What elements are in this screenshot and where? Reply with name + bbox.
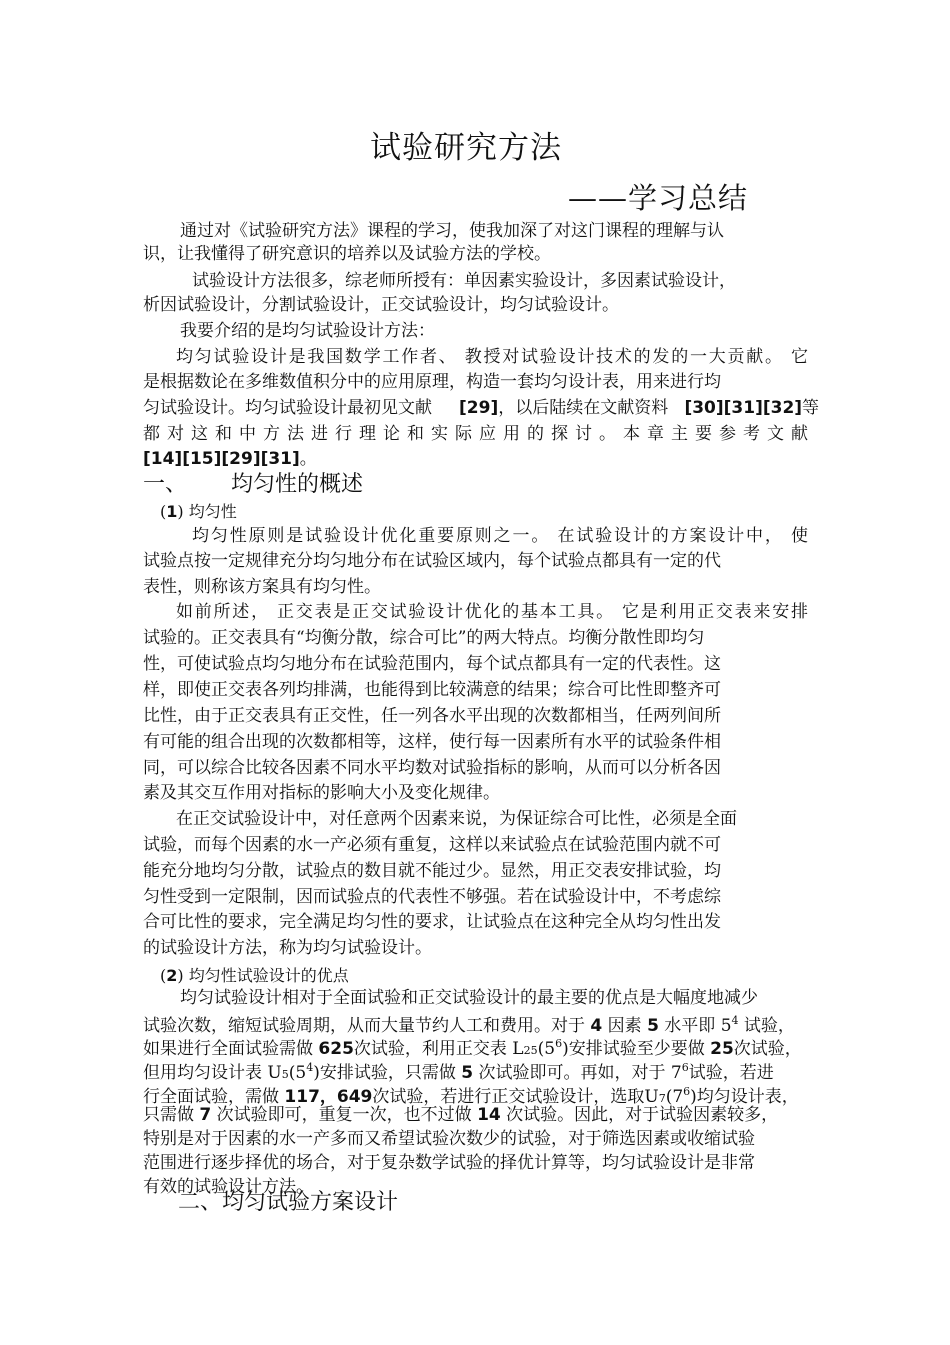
number: 7	[199, 1105, 212, 1125]
intro-line: 识，让我懂得了研究意识的培养以及试验方法的学校。	[143, 244, 551, 264]
text-run: (5	[288, 1063, 307, 1083]
paragraph-line: 试验的。正交表具有“均衡分散，综合可比”的两大特点。均衡分散性即均匀	[143, 628, 705, 648]
paragraph-line: 合可比性的要求，完全满足均匀性的要求，让试验点在这种完全从均匀性出发	[143, 912, 721, 932]
paragraph-line: 如前所述， 正交表是正交试验设计优化的基本工具。 它是利用正交表来安排	[176, 602, 808, 622]
intro-line: 我要介绍的是均匀试验设计方法：	[180, 321, 435, 341]
text-run: 次试验，	[733, 1039, 802, 1059]
text-run: 等	[802, 398, 820, 418]
paragraph-line: 试验点按一定规律充分均匀地分布在试验区域内，每个试验点都具有一定的代	[143, 551, 721, 571]
citation: [30][31][32]	[684, 398, 803, 418]
paragraph-line: 性，可使试验点均匀地分布在试验范围内，每个试点都具有一定的代表性。这	[143, 654, 721, 674]
subsection-title: 均匀性	[188, 502, 237, 521]
paragraph-line: 均匀试验设计是我国数学工作者、 教授对试验设计技术的发的一大贡献。 它	[176, 347, 808, 367]
paragraph-line: 都对这和中方法进行理论和实际应用的探讨。本章主要参考文献	[143, 424, 808, 444]
exponent: 6	[683, 1085, 691, 1098]
exponent: 6	[681, 1061, 689, 1074]
section-number: 一、	[143, 472, 188, 497]
text-run: 匀试验设计。均匀试验设计最初见文献	[143, 398, 432, 418]
text-run: (7	[665, 1087, 684, 1107]
paragraph-line: 特别是对于因素的水一产多而又希望试验次数少的试验，对于筛选因素或收缩试验	[143, 1129, 755, 1149]
text-run: 水平即 5	[658, 1016, 732, 1036]
subscript: 25	[523, 1044, 538, 1057]
paragraph-line: 能充分地均匀分散，试验点的数目就不能过少。显然，用正交表安排试验，均	[143, 861, 721, 881]
section-title: 均匀性的概述	[231, 472, 364, 497]
text-run: 只需做	[143, 1105, 200, 1125]
text-run: 次试验，利用正交表 L	[353, 1039, 524, 1059]
subsection-heading: (1) 均匀性	[160, 502, 237, 521]
number: 5	[461, 1063, 474, 1083]
paragraph-line: 的试验设计方法，称为均匀试验设计。	[143, 938, 432, 958]
exponent: 4	[731, 1014, 739, 1027]
number: 14	[477, 1105, 501, 1125]
paragraph-line: 范围进行逐步择优的场合，对于复杂数学试验的择优计算等，均匀试验设计是非常	[143, 1153, 755, 1173]
subsection-title: 均匀性试验设计的优点	[188, 966, 349, 985]
paragraph-line: 试验，而每个因素的水一产必须有重复，这样以来试验点在试验范围内就不可	[143, 835, 721, 855]
paragraph-line: 素及其交互作用对指标的影响大小及变化规律。	[143, 783, 500, 803]
section-heading: 二、均匀试验方案设计	[178, 1190, 399, 1215]
text-run: 次试验，若进行正交试验设计，选取U	[372, 1087, 659, 1107]
text-run: (5	[537, 1039, 556, 1059]
subscript: 5	[281, 1068, 289, 1081]
text-run: 因素	[602, 1016, 648, 1036]
text-run: 但用均匀设计表 U	[143, 1063, 282, 1083]
paragraph-line: 表性，则称该方案具有均匀性。	[143, 577, 381, 597]
paragraph-line: 有效的试验设计方法。	[143, 1177, 313, 1197]
exponent: 6	[555, 1037, 563, 1050]
section-heading	[143, 467, 363, 498]
text-run: 次试验。因此，对于试验因素较多，	[500, 1105, 779, 1125]
text-run: 如果进行全面试验需做	[143, 1039, 319, 1059]
paragraph-line	[143, 397, 820, 419]
subsection-number: 1	[166, 502, 178, 521]
number: 4	[590, 1016, 603, 1036]
intro-line: 试验设计方法很多，综老师所授有：单因素实验设计，多因素试验设计，	[192, 271, 736, 291]
text-run: 次试验即可，重复一次，也不过做	[211, 1105, 478, 1125]
paragraph-line	[143, 1104, 808, 1126]
text-run: )安排试验至少要做	[562, 1039, 711, 1059]
text-run: )均匀设计表，	[690, 1087, 799, 1107]
paragraph-line: 在正交试验设计中，对任意两个因素来说，为保证综合可比性，必须是全面	[176, 809, 737, 829]
paragraph-line: 均匀性原则是试验设计优化重要原则之一。 在试验设计的方案设计中， 使	[192, 526, 808, 546]
text-run: )安排试验，只需做	[313, 1063, 462, 1083]
subsection-heading: (2) 均匀性试验设计的优点	[160, 966, 349, 985]
number: 117，649	[284, 1087, 373, 1107]
intro-line: 析因试验设计，分割试验设计，正交试验设计，均匀试验设计。	[143, 295, 619, 315]
document-title: 试验研究方法	[370, 130, 562, 166]
paragraph-line: 同，可以综合比较各因素不同水平均数对试验指标的影响，从而可以分析各因	[143, 758, 721, 778]
subscript: 7	[658, 1092, 666, 1105]
paragraph-line: 匀性受到一定限制，因而试验点的代表性不够强。若在试验设计中，不考虑综	[143, 887, 721, 907]
subsection-number: 2	[166, 966, 178, 985]
citation: [29]	[459, 398, 499, 418]
text-run: 试验次数，缩短试验周期，从而大量节约人工和费用。对于	[143, 1016, 591, 1036]
citation: [14][15][29][31]	[143, 449, 300, 469]
text-run: 试验，	[738, 1016, 795, 1036]
text-run: 。	[299, 449, 317, 469]
number: 25	[710, 1039, 734, 1059]
text-run: ，以后陆续在文献资料	[498, 398, 669, 418]
paragraph-line: 是根据数论在多维数值积分中的应用原理，构造一套均匀设计表，用来进行均	[143, 372, 721, 392]
paragraph-line: 有可能的组合出现的次数都相等，这样，使行每一因素所有水平的试验条件相	[143, 732, 721, 752]
text-run: 试验，若进	[688, 1063, 774, 1083]
number: 625	[318, 1039, 354, 1059]
paragraph-line: 比性，由于正交表具有正交性，任一列各水平出现的次数都相当，任两列间所	[143, 706, 721, 726]
text-run: 次试验即可。再如，对于 7	[473, 1063, 682, 1083]
paragraph-line: 均匀试验设计相对于全面试验和正交试验设计的最主要的优点是大幅度地减少	[180, 988, 758, 1008]
exponent: 4	[306, 1061, 314, 1074]
intro-line: 通过对《试验研究方法》课程的学习，使我加深了对这门课程的理解与认	[180, 221, 724, 241]
number: 5	[647, 1016, 659, 1036]
document-subtitle: ——学习总结	[568, 181, 749, 215]
paragraph-line: 样，即使正交表各列均排满，也能得到比较满意的结果；综合可比性即整齐可	[143, 680, 721, 700]
text-run: 行全面试验，需做	[143, 1087, 285, 1107]
